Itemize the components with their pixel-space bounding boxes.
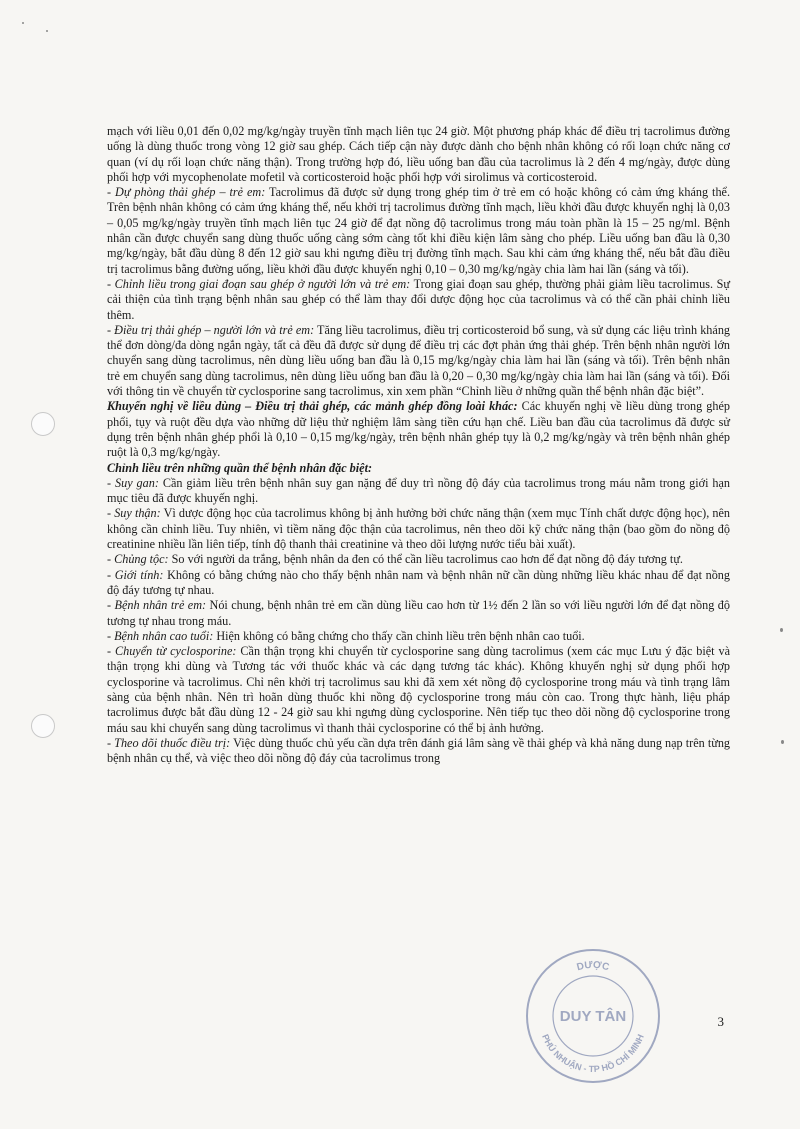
svg-text:DƯỢC [576, 960, 611, 974]
paragraph [107, 568, 730, 599]
paragraph-text: Vì dược động học của tacrolimus không bị ảnh hưởng bởi chức năng thận (xem mục Tính chất dược động học), nên không cần chỉnh liều. Tuy nhiên, vì tiềm năng độc thận của tacrolimus, nên theo dõi kỹ chức năng thận (bao gồm đo nồng độ creatinine nhiều lần liên tiếp, tính độ thanh thải creatinine và theo dõi lượng nước tiểu bài xuất). [107, 506, 730, 552]
paragraph [107, 644, 730, 736]
paragraph-heading: - Chỉnh liều trong giai đoạn sau ghép ở người lớn và trẻ em: [107, 276, 411, 291]
paragraph-heading: - Theo dõi thuốc điều trị: [107, 735, 231, 750]
paragraph-heading: - Bệnh nhân cao tuổi: [107, 628, 214, 643]
paragraph-text: mạch với liều 0,01 đến 0,02 mg/kg/ngày truyền tĩnh mạch liên tục 24 giờ. Một phương pháp khác để điều trị tacrolimus đường uống là dùng thuốc trong vòng 12 giờ sau ghép. Cách tiếp cận này được dành cho bệnh nhân không có rối loạn chức năng cơ quan (ví dụ rối loạn chức năng thận). Trong trường hợp đó, liều uống ban đầu của tacrolimus là 2 đến 4 mg/ngày, được dùng phối hợp với mycophenolate mofetil và corticosteroid hoặc phối hợp với sirolimus và corticosteroid. [107, 124, 730, 184]
paragraph [107, 323, 730, 399]
paragraph-heading: - Chủng tộc: [107, 552, 169, 567]
company-stamp [523, 946, 663, 1086]
paragraph-text: Hiện không có bằng chứng cho thấy cần chỉnh liều trên bệnh nhân cao tuổi. [213, 628, 585, 643]
paragraph [107, 399, 730, 460]
paragraph-text: Cần giảm liều trên bệnh nhân suy gan nặng để duy trì nồng độ đáy của tacrolimus trong máu nằm trong giới hạn mục tiêu đã được khuyến nghị. [107, 475, 730, 506]
scan-speck [780, 628, 783, 632]
paragraph-text: Việc dùng thuốc chủ yếu cần dựa trên đánh giá lâm sàng về thải ghép và khả năng dung nạp trên từng bệnh nhân cụ thể, và việc theo dõi nồng độ đáy của tacrolimus trong [107, 735, 731, 766]
paragraph-text: Tacrolimus đã được sử dụng trong ghép tim ở trẻ em có hoặc không có cảm ứng kháng thể. Trên bệnh nhân không có cảm ứng kháng thể, nếu khởi trị tacrolimus đường tĩnh mạch, liều khởi đầu được khuyến nghị là 0,03 – 0,05 mg/kg/ngày truyền tĩnh mạch liên tục 24 giờ để đạt nồng độ tacrolimus trong máu toàn phần là 15 – 25 ng/ml. Bệnh nhân cần được chuyển sang dùng thuốc uống càng sớm càng tốt khi điều kiện lâm sàng cho phép. Liều uống ban đầu là 0,30 mg/kg/ngày, bắt đầu dùng 8 đến 12 giờ sau khi ngưng điều trị đường tĩnh mạch. Sau khi cảm ứng kháng thể, nếu bắt đầu điều trị tacrolimus bằng đường uống, liều khởi đầu được khuyến nghị 0,10 – 0,30 mg/kg/ngày chia làm hai lần (sáng và tối). [107, 185, 730, 276]
paragraph [107, 461, 730, 476]
stamp-bottom-text: PHÚ NHUẬN - TP HỒ CHÍ MINH [540, 1032, 646, 1075]
stamp-name: DUY TÂN [559, 1008, 627, 1025]
paragraph-text: Tăng liều tacrolimus, điều trị corticosteroid bổ sung, và sử dụng các liệu trình kháng thể đơn dòng/đa dòng ngắn ngày, tất cả đều đã được sử dụng để điều trị các đợt phản ứng thải ghép. Trên bệnh nhân người lớn chuyển sang dùng tacrolimus, nên dùng liều uống ban đầu là 0,15 mg/kg/ngày chia làm hai lần (sáng và tối). Trên bệnh nhân trẻ em chuyển sang dùng tacrolimus, nên dùng liều uống ban đầu là 0,20 – 0,30 mg/kg/ngày chia làm hai lần (sáng và tối). Đối với thông tin về chuyển từ cyclosporine sang tacrolimus, xin xem phần “Chỉnh liều ở những quần thể bệnh nhân đặc biệt”. [107, 322, 731, 399]
document-body [107, 124, 730, 766]
paragraph [107, 552, 730, 567]
scan-speck [46, 30, 48, 32]
binder-hole-top [31, 412, 55, 436]
paragraph-text: Không có bằng chứng nào cho thấy bệnh nhân nam và bệnh nhân nữ cần dùng những liều khác nhau để đạt nồng độ đáy tương tự nhau. [107, 567, 730, 597]
paragraph [107, 506, 730, 552]
paragraph-heading: - Suy gan: [107, 475, 159, 490]
paragraph-heading: Chỉnh liều trên những quần thể bệnh nhân đặc biệt: [107, 460, 373, 475]
paragraph-heading: Khuyến nghị về liều dùng – Điều trị thải ghép, các mảnh ghép đồng loài khác: [107, 399, 518, 414]
stamp-top-text: DƯỢC [575, 959, 611, 974]
binder-hole-bottom [31, 714, 55, 738]
paragraph [107, 124, 730, 185]
paragraph-text: Trong giai đoạn sau ghép, thường phải giảm liều tacrolimus. Sự cải thiện của tình trạng bệnh nhân sau ghép có thể làm thay đổi dược động học của tacrolimus và có thể cần phải chỉnh liều thêm. [107, 276, 730, 322]
paragraph-text: Cần thận trọng khi chuyển từ cyclosporine sang dùng tacrolimus (xem các mục Lưu ý đặc biệt và thận trọng khi dùng và Tương tác với thuốc khác và các dạng tương tác khác). Không khuyến nghị sử dụng phối hợp cyclosporine và tacrolimus. Chỉ nên khởi trị tacrolimus sau khi đã xem xét nồng độ cyclosporine trong máu và tình trạng lâm sàng của bệnh nhân. Nên trì hoãn dùng thuốc khi nồng độ cyclosporine trong máu còn cao. Trong thực hành, liệu pháp tacrolimus được bắt đầu dùng 12 - 24 giờ sau khi ngưng dùng cyclosporine. Nên tiếp tục theo dõi nồng độ cyclosporine trong máu sau khi chuyển sang dùng tacrolimus vì thanh thải cyclosporine có thể bị ảnh hưởng. [107, 644, 731, 735]
svg-text:PHÚ NHUẬN - TP HỒ CHÍ MINH [540, 1033, 646, 1074]
scan-speck [22, 22, 24, 24]
paragraph-heading: - Điều trị thải ghép – người lớn và trẻ em: [107, 322, 315, 337]
paragraph [107, 598, 730, 629]
scan-speck [781, 740, 784, 744]
paragraph-text: So với người da trắng, bệnh nhân da đen có thể cần liều tacrolimus cao hơn để đạt nồng độ đáy tương tự. [168, 552, 683, 567]
paragraph-heading: - Dự phòng thải ghép – trẻ em: [107, 185, 266, 200]
paragraph-heading: - Bệnh nhân trẻ em: [107, 598, 207, 613]
paragraph [107, 277, 730, 323]
paragraph [107, 736, 730, 767]
paragraph-heading: - Suy thận: [107, 506, 161, 521]
paragraph-heading: - Chuyển từ cyclosporine: [107, 644, 237, 659]
paragraph [107, 629, 730, 644]
paragraph-heading: - Giới tính: [107, 567, 164, 582]
paragraph-text: Các khuyến nghị về liều dùng trong ghép phổi, tụy và ruột đều dựa vào những dữ liệu thử nghiệm lâm sàng tiền cứu hạn chế. Liều ban đầu của tacrolimus đã được sử dụng trên bệnh nhân ghép phổi là 0,10 – 0,15 mg/kg/ngày, trên bệnh nhân ghép tụy là 0,2 mg/kg/ngày và trên bệnh nhân ghép ruột là 0,3 mg/kg/ngày. [107, 399, 730, 460]
paragraph [107, 476, 730, 507]
paragraph-text: Nói chung, bệnh nhân trẻ em cần dùng liều cao hơn từ 1½ đến 2 lần so với liều người lớn để đạt nồng độ tương tự nhau trong máu. [107, 598, 730, 628]
page-number: 3 [717, 1014, 724, 1029]
paragraph [107, 185, 730, 277]
